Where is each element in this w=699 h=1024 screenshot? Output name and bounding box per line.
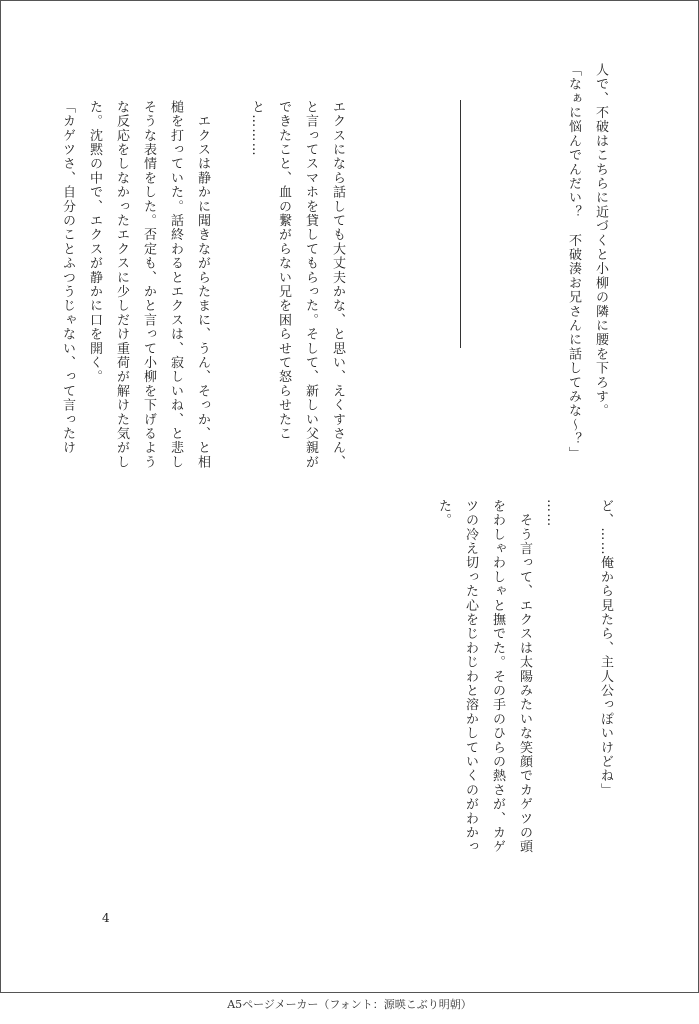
em-dash-rule — [460, 100, 461, 348]
text-column-lower-right: ど、……俺から見たら、主人公っぽいけどね」 …… そう言って、エクスは太陽みたいな笑顔でカゲツの頭をわしゃわしゃと撫でた。その手のひらの熱さが、カゲツの冷え切った心をじわじわと溶かしていくのがわかった。 — [436, 499, 613, 854]
footer-caption: A5ページメーカー（フォント：源暎こぶり明朝） — [227, 998, 472, 1011]
text-column-upper-right: 人で、不破はこちらに近づくと小柳の隣に腰を下ろす。 「なぁに悩んでんだい？ 不破湊お兄さんに話してみな～？」 — [566, 63, 608, 461]
text-column-upper-left: エクスになら話しても大丈夫かな、と思い、えくすさん、と言ってスマホを貸してもらった。そして、新しい父親ができたこと、血の繋がらない兄を困らせて怒らせたこと……… エクスは静かに聞きながらたまに、うん、そっか、と相槌を打っていた。話終わるとエクスは、寂しいね、と悲しそうな表情をした。否定も、かと言って小柳を下げるような反応をしなかったエクスに少しだけ重荷が解けた気がした。沈黙の中で、エクスが静かに口を開く。 「カゲツさ、自分のことふつうじゃない、って言ったけ — [60, 100, 345, 470]
page-number: 4 — [102, 911, 110, 925]
